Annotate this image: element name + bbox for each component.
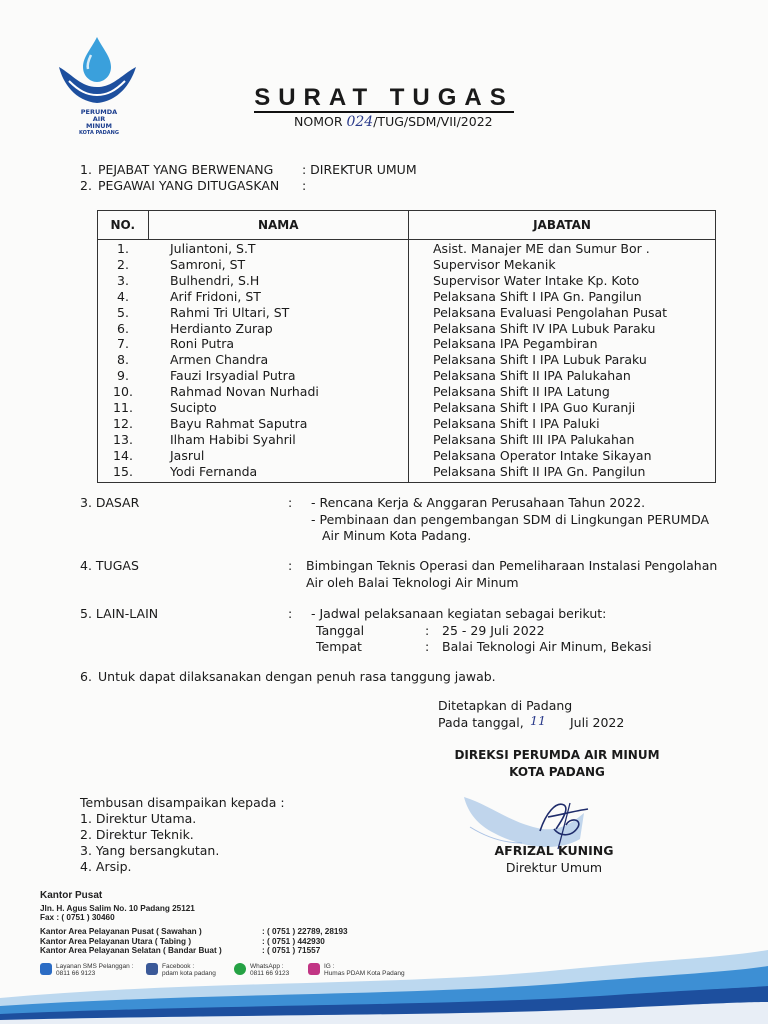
ditetapkan-day-handwritten: 11 bbox=[530, 713, 546, 728]
cell-no: 12. bbox=[113, 415, 133, 431]
item-1-value: : DIREKTUR UMUM bbox=[302, 162, 417, 177]
nomor-label: NOMOR bbox=[294, 114, 343, 129]
cell-no: 4. bbox=[117, 288, 129, 304]
direksi-line-2: KOTA PADANG bbox=[509, 765, 605, 779]
lain-line-1: - Jadwal pelaksanaan kegiatan sebagai berikut: bbox=[311, 606, 607, 621]
footer-facebook: Facebook : pdam kota padang bbox=[162, 963, 216, 977]
table-row bbox=[98, 464, 716, 482]
dasar-colon: : bbox=[288, 495, 293, 510]
ditetapkan-line-2: Pada tanggal, bbox=[438, 715, 524, 730]
cell-nama: Sucipto bbox=[148, 400, 409, 416]
cell-no: 13. bbox=[113, 431, 133, 447]
dasar-label: 3. DASAR bbox=[80, 495, 140, 510]
cell-no: 10. bbox=[113, 384, 133, 400]
dasar-line-1: - Rencana Kerja & Anggaran Perusahaan Tahun 2022. bbox=[311, 495, 646, 510]
company-logo bbox=[55, 35, 140, 136]
signer-name: AFRIZAL KUNING bbox=[494, 843, 614, 858]
table-row bbox=[98, 321, 716, 337]
tembusan-item-2: 2. Direktur Teknik. bbox=[80, 827, 194, 842]
table-row bbox=[98, 336, 716, 352]
table-row bbox=[98, 368, 716, 384]
table-row bbox=[98, 240, 716, 257]
item-1-num: 1. bbox=[80, 162, 92, 177]
cell-jabatan: Pelaksana Shift II IPA Gn. Pangilun bbox=[433, 463, 646, 479]
cell-nama: Bayu Rahmat Saputra bbox=[148, 416, 409, 432]
header-jabatan: JABATAN bbox=[409, 211, 716, 240]
cell-nama: Arif Fridoni, ST bbox=[148, 289, 409, 305]
document-title: SURAT TUGAS bbox=[254, 84, 514, 111]
tanggal-label: Tanggal bbox=[316, 623, 365, 638]
table-row bbox=[98, 289, 716, 305]
cell-nama: Rahmad Novan Nurhadi bbox=[148, 384, 409, 400]
closing-text: Untuk dapat dilaksanakan dengan penuh rasa tanggung jawab. bbox=[98, 669, 496, 684]
tempat-label: Tempat bbox=[316, 639, 362, 654]
logo-line-1: PERUMDA bbox=[80, 108, 118, 116]
cell-nama: Fauzi Irsyadial Putra bbox=[148, 368, 409, 384]
footer-kantor: Kantor Pusat bbox=[40, 890, 103, 901]
ditetapkan-month: Juli 2022 bbox=[570, 715, 625, 730]
item-2-value: : bbox=[302, 178, 307, 193]
cell-nama: Armen Chandra bbox=[148, 352, 409, 368]
tugas-label: 4. TUGAS bbox=[80, 558, 139, 573]
cell-jabatan: Pelaksana Shift IV IPA Lubuk Paraku bbox=[433, 320, 656, 336]
staff-table bbox=[97, 210, 716, 483]
cell-no: 15. bbox=[113, 463, 133, 479]
logo-line-2: AIR MINUM bbox=[85, 115, 113, 130]
cell-jabatan: Pelaksana Shift I IPA Lubuk Paraku bbox=[433, 352, 647, 368]
lain-label: 5. LAIN-LAIN bbox=[80, 606, 159, 621]
item-2-num: 2. bbox=[80, 178, 92, 193]
lain-colon: : bbox=[288, 606, 293, 621]
footer-fax: Fax : ( 0751 ) 30460 bbox=[40, 913, 115, 922]
table-row bbox=[98, 416, 716, 432]
table-row bbox=[98, 400, 716, 416]
cell-nama: Rahmi Tri Ultari, ST bbox=[148, 305, 409, 321]
tugas-line-1: Bimbingan Teknis Operasi dan Pemeliharaan Instalasi Pengolahan bbox=[306, 558, 718, 573]
table-row bbox=[98, 352, 716, 368]
cell-nama: Roni Putra bbox=[148, 336, 409, 352]
cell-no: 5. bbox=[117, 304, 129, 320]
footer-office-3-name: Kantor Area Pelayanan Selatan ( Bandar Buat ) bbox=[40, 946, 222, 955]
dasar-line-3: Air Minum Kota Padang. bbox=[322, 528, 472, 543]
cell-jabatan: Pelaksana Evaluasi Pengolahan Pusat bbox=[433, 304, 668, 320]
cell-jabatan: Pelaksana Shift III IPA Palukahan bbox=[433, 431, 635, 447]
cell-nama: Jasrul bbox=[148, 448, 409, 464]
cell-no: 3. bbox=[117, 272, 129, 288]
cell-jabatan: Pelaksana Shift I IPA Guo Kuranji bbox=[433, 400, 636, 416]
cell-no: 6. bbox=[117, 320, 129, 336]
cell-jabatan: Pelaksana Shift II IPA Latung bbox=[433, 384, 610, 400]
table-row bbox=[98, 305, 716, 321]
cell-jabatan: Asist. Manajer ME dan Sumur Bor . bbox=[433, 241, 650, 256]
tanggal-sep: : bbox=[425, 623, 430, 638]
footer-alamat: Jln. H. Agus Salim No. 10 Padang 25121 bbox=[40, 904, 195, 913]
document-number bbox=[294, 114, 493, 130]
header-nama: NAMA bbox=[148, 211, 409, 240]
table-header-row bbox=[98, 211, 716, 240]
cell-no: 8. bbox=[117, 352, 129, 368]
footer-office-2-phone: : ( 0751 ) 442930 bbox=[262, 937, 325, 946]
cell-nama: Juliantoni, S.T bbox=[148, 240, 409, 257]
cell-jabatan: Pelaksana Shift I IPA Gn. Pangilun bbox=[433, 288, 642, 304]
item-1-label: PEJABAT YANG BERWENANG bbox=[98, 162, 274, 177]
table-row bbox=[98, 384, 716, 400]
cell-nama: Bulhendri, S.H bbox=[148, 273, 409, 289]
nomor-handwritten-number: 024 bbox=[346, 114, 374, 130]
cell-no: 11. bbox=[113, 400, 133, 416]
table-row bbox=[98, 273, 716, 289]
cell-jabatan: Pelaksana Operator Intake Sikayan bbox=[433, 447, 652, 463]
tugas-colon: : bbox=[288, 558, 293, 573]
cell-nama: Herdianto Zurap bbox=[148, 321, 409, 337]
tembusan-item-3: 3. Yang bersangkutan. bbox=[80, 843, 220, 858]
footer-sms: Layanan SMS Pelanggan : 0811 66 9123 bbox=[56, 963, 134, 977]
header-no: NO. bbox=[98, 211, 149, 240]
footer-office-1-phone: : ( 0751 ) 22789, 28193 bbox=[262, 927, 348, 936]
table-row bbox=[98, 257, 716, 273]
closing-num: 6. bbox=[80, 669, 92, 684]
cell-jabatan: Pelaksana Shift I IPA Paluki bbox=[433, 415, 600, 431]
ditetapkan-line-1: Ditetapkan di Padang bbox=[438, 698, 573, 713]
direksi-block bbox=[437, 747, 677, 781]
tembusan-item-4: 4. Arsip. bbox=[80, 859, 132, 874]
tanggal-value: 25 - 29 Juli 2022 bbox=[442, 623, 545, 638]
footer-office-1-name: Kantor Area Pelayanan Pusat ( Sawahan ) bbox=[40, 927, 202, 936]
dasar-line-2: - Pembinaan dan pengembangan SDM di Lingkungan PERUMDA bbox=[311, 512, 710, 527]
tugas-line-2: Air oleh Balai Teknologi Air Minum bbox=[306, 575, 519, 590]
cell-no: 7. bbox=[117, 336, 129, 352]
cell-no: 1. bbox=[117, 241, 129, 256]
item-2-label: PEGAWAI YANG DITUGASKAN bbox=[98, 178, 280, 193]
cell-no: 14. bbox=[113, 447, 133, 463]
tembusan-heading: Tembusan disampaikan kepada : bbox=[80, 795, 285, 810]
cell-jabatan: Supervisor Water Intake Kp. Koto bbox=[433, 272, 640, 288]
table-row bbox=[98, 432, 716, 448]
nomor-suffix: /TUG/SDM/VII/2022 bbox=[373, 114, 493, 129]
direksi-line-1: DIREKSI PERUMDA AIR MINUM bbox=[454, 748, 660, 762]
logo-line-3: KOTA PADANG bbox=[79, 130, 119, 136]
tempat-value: Balai Teknologi Air Minum, Bekasi bbox=[442, 639, 652, 654]
tempat-sep: : bbox=[425, 639, 430, 654]
cell-jabatan: Pelaksana IPA Pegambiran bbox=[433, 336, 598, 352]
cell-jabatan: Pelaksana Shift II IPA Palukahan bbox=[433, 368, 631, 384]
stamp-wave-shape bbox=[464, 797, 584, 847]
footer-whatsapp: WhatsApp : 0811 66 9123 bbox=[250, 963, 290, 977]
cell-no: 9. bbox=[117, 368, 129, 384]
signer-position: Direktur Umum bbox=[505, 860, 603, 875]
table-row bbox=[98, 448, 716, 464]
staff-table-body bbox=[98, 240, 716, 483]
footer-instagram: IG : Humas PDAM Kota Padang bbox=[324, 963, 405, 977]
footer-office-3-phone: : ( 0751 ) 71557 bbox=[262, 946, 321, 955]
footer-office-2-name: Kantor Area Pelayanan Utara ( Tabing ) bbox=[40, 937, 192, 946]
cell-no: 2. bbox=[117, 256, 129, 272]
footer-wave-decoration bbox=[0, 940, 768, 1024]
cell-nama: Ilham Habibi Syahril bbox=[148, 432, 409, 448]
cell-nama: Yodi Fernanda bbox=[148, 464, 409, 482]
cell-nama: Samroni, ST bbox=[148, 257, 409, 273]
cell-jabatan: Supervisor Mekanik bbox=[433, 256, 556, 272]
tembusan-item-1: 1. Direktur Utama. bbox=[80, 811, 197, 826]
